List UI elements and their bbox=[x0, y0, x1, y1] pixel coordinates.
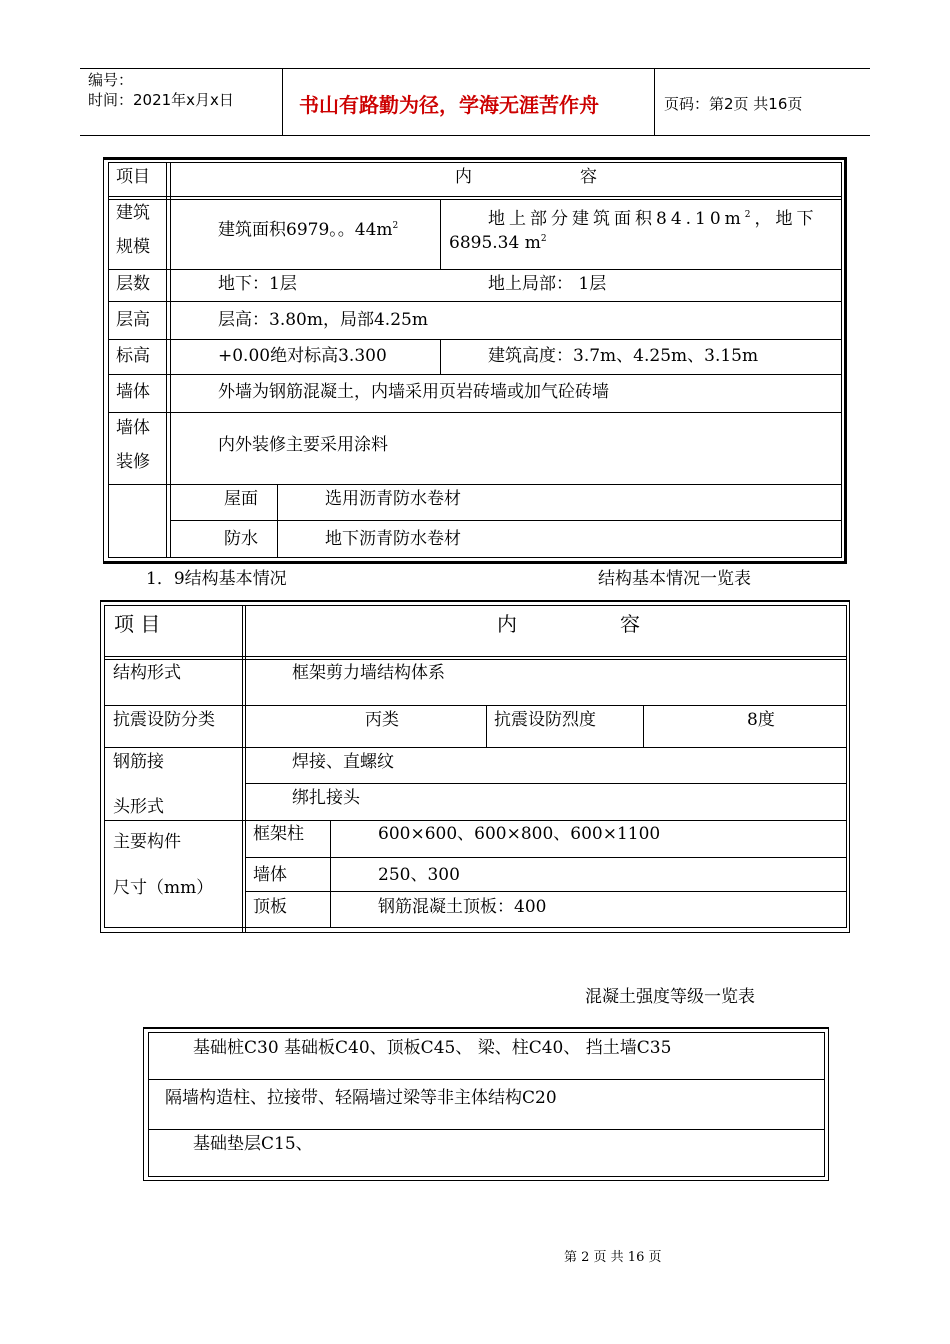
table-border bbox=[100, 600, 850, 602]
roof-description: 选用沥青防水卷材 bbox=[325, 489, 461, 509]
table-border bbox=[104, 927, 846, 928]
header-motto: 书山有路勤为径，学海无涯苦作舟 bbox=[299, 93, 599, 117]
row-label-roof: 屋面 bbox=[224, 489, 258, 509]
row-divider bbox=[108, 339, 841, 340]
roof-slab-thickness: 钢筋混凝土顶板：400 bbox=[378, 897, 547, 917]
column-header-content: 内 bbox=[455, 167, 472, 187]
row-label-decoration: 墙体 bbox=[116, 418, 150, 438]
row-divider bbox=[108, 412, 841, 413]
floor-height: 层高：3.80m，局部4.25m bbox=[218, 310, 428, 330]
table-border bbox=[104, 605, 846, 606]
table-border bbox=[148, 1176, 824, 1177]
row-divider bbox=[104, 747, 846, 748]
label-wall-thickness: 墙体 bbox=[253, 865, 287, 885]
table-border bbox=[108, 557, 841, 558]
row-divider bbox=[108, 484, 841, 485]
seismic-intensity: 8度 bbox=[747, 710, 775, 730]
table-border bbox=[841, 162, 842, 558]
row-divider bbox=[104, 820, 846, 821]
concrete-grade-cushion: 基础垫层C15、 bbox=[193, 1134, 313, 1154]
row-divider bbox=[108, 301, 841, 302]
row-label-scale: 规模 bbox=[116, 237, 150, 257]
row-label-waterproof: 防水 bbox=[224, 529, 258, 549]
row-label-height: 层高 bbox=[116, 310, 150, 330]
table-border bbox=[824, 1032, 825, 1177]
total-building-area: 建筑面积6979。。$44m^2$ bbox=[218, 220, 399, 240]
table-border bbox=[849, 600, 850, 933]
rebar-joint-secondary: 绑扎接头 bbox=[292, 788, 360, 808]
wall-description: 外墙为钢筋混凝土，内墙采用页岩砖墙或加气砼砖墙 bbox=[218, 382, 609, 402]
concrete-grade-main: 基础桩C30 基础板C40、顶板C45、 梁、柱C40、 挡土墙C35 bbox=[193, 1038, 672, 1058]
table-border bbox=[100, 932, 850, 933]
table-border bbox=[828, 1027, 829, 1181]
header-bottom-rule bbox=[80, 135, 870, 136]
table-border bbox=[846, 605, 847, 928]
table-border bbox=[103, 157, 104, 564]
row-divider bbox=[108, 199, 841, 200]
row-label-decoration: 装修 bbox=[116, 452, 150, 472]
wall-thickness: 250、300 bbox=[378, 865, 460, 885]
elevation-value: +0.00绝对标高3.300 bbox=[218, 346, 387, 366]
waterproof-description: 地下沥青防水卷材 bbox=[325, 529, 461, 549]
table-border bbox=[148, 1032, 149, 1177]
label-seismic-intensity: 抗震设防烈度 bbox=[494, 710, 596, 730]
floors-above: 地上局部： 1层 bbox=[488, 274, 607, 294]
column-header-content: 内 bbox=[497, 612, 517, 636]
row-label-wall: 墙体 bbox=[116, 382, 150, 402]
table-border bbox=[844, 157, 847, 564]
table-border bbox=[143, 1027, 829, 1029]
table-border bbox=[108, 162, 841, 163]
row-divider bbox=[108, 269, 841, 270]
table-border bbox=[148, 1032, 824, 1033]
row-label-elevation: 标高 bbox=[116, 346, 150, 366]
row-divider bbox=[108, 196, 841, 197]
row-divider bbox=[245, 857, 846, 858]
row-label-floors: 层数 bbox=[116, 274, 150, 294]
below-ground-area: 6895.34 $m^2$ bbox=[449, 233, 547, 253]
row-divider bbox=[148, 1129, 824, 1130]
row-divider bbox=[148, 1079, 824, 1080]
row-divider bbox=[245, 891, 846, 892]
document-date: 时间：2021年x月x日 bbox=[88, 91, 234, 109]
row-divider bbox=[170, 520, 841, 521]
header-divider bbox=[282, 68, 283, 136]
row-label-seismic-class: 抗震设防分类 bbox=[113, 710, 215, 730]
table-border bbox=[103, 561, 846, 564]
column-divider bbox=[277, 484, 278, 558]
seismic-class: 丙类 bbox=[365, 710, 399, 730]
column-header-item: 项 目 bbox=[114, 612, 161, 636]
column-divider bbox=[330, 820, 331, 928]
label-roof-slab: 顶板 bbox=[253, 897, 287, 917]
page-info: 页码：第2页 共16页 bbox=[664, 95, 803, 113]
row-label-members: 尺寸（mm） bbox=[113, 878, 214, 898]
above-ground-area: 地上部分建筑面积$84.10m^2$，地下 bbox=[488, 209, 818, 229]
label-frame-column: 框架柱 bbox=[253, 824, 304, 844]
row-divider bbox=[104, 656, 846, 657]
column-divider bbox=[166, 162, 167, 558]
column-divider bbox=[440, 199, 441, 269]
table-border bbox=[143, 1180, 829, 1181]
table-border bbox=[143, 1027, 144, 1181]
floors-below: 地下：1层 bbox=[218, 274, 297, 294]
column-divider bbox=[245, 605, 246, 933]
section-title: 1．9结构基本情况 bbox=[146, 569, 287, 589]
table-border bbox=[108, 162, 109, 558]
header-top-rule bbox=[80, 68, 870, 69]
rebar-joint-primary: 焊接、直螺纹 bbox=[292, 752, 394, 772]
row-divider bbox=[104, 659, 846, 660]
column-divider bbox=[643, 705, 644, 747]
table-border bbox=[104, 605, 105, 928]
row-divider bbox=[104, 705, 846, 706]
column-divider bbox=[440, 339, 441, 374]
column-divider bbox=[170, 162, 171, 558]
column-header-item: 项目 bbox=[116, 167, 150, 187]
column-header-content: 容 bbox=[580, 167, 597, 187]
column-header-content: 容 bbox=[620, 612, 640, 636]
concrete-grade-secondary: 隔墙构造柱、拉接带、轻隔墙过梁等非主体结构C20 bbox=[165, 1088, 557, 1108]
concrete-table-title: 混凝土强度等级一览表 bbox=[585, 987, 755, 1007]
row-divider bbox=[245, 783, 846, 784]
row-divider bbox=[108, 374, 841, 375]
decoration-description: 内外装修主要采用涂料 bbox=[218, 435, 388, 455]
column-divider bbox=[242, 605, 243, 933]
row-label-members: 主要构件 bbox=[113, 832, 181, 852]
building-height: 建筑高度：3.7m、4.25m、3.15m bbox=[488, 346, 759, 366]
row-label-structure: 结构形式 bbox=[113, 663, 181, 683]
structure-form: 框架剪力墙结构体系 bbox=[292, 663, 445, 683]
header-divider bbox=[654, 68, 655, 136]
row-label-scale: 建筑 bbox=[116, 203, 150, 223]
page-footer: 第 2 页 共 16 页 bbox=[564, 1250, 662, 1265]
frame-column-size: 600×600、600×800、600×1100 bbox=[378, 824, 661, 844]
table-border bbox=[100, 600, 101, 933]
table-border bbox=[103, 157, 846, 160]
column-divider bbox=[486, 705, 487, 747]
table-title: 结构基本情况一览表 bbox=[598, 569, 751, 589]
document-number-label: 编号： bbox=[88, 71, 134, 89]
row-label-rebar-joint: 头形式 bbox=[113, 797, 164, 817]
row-label-rebar-joint: 钢筋接 bbox=[113, 752, 164, 772]
